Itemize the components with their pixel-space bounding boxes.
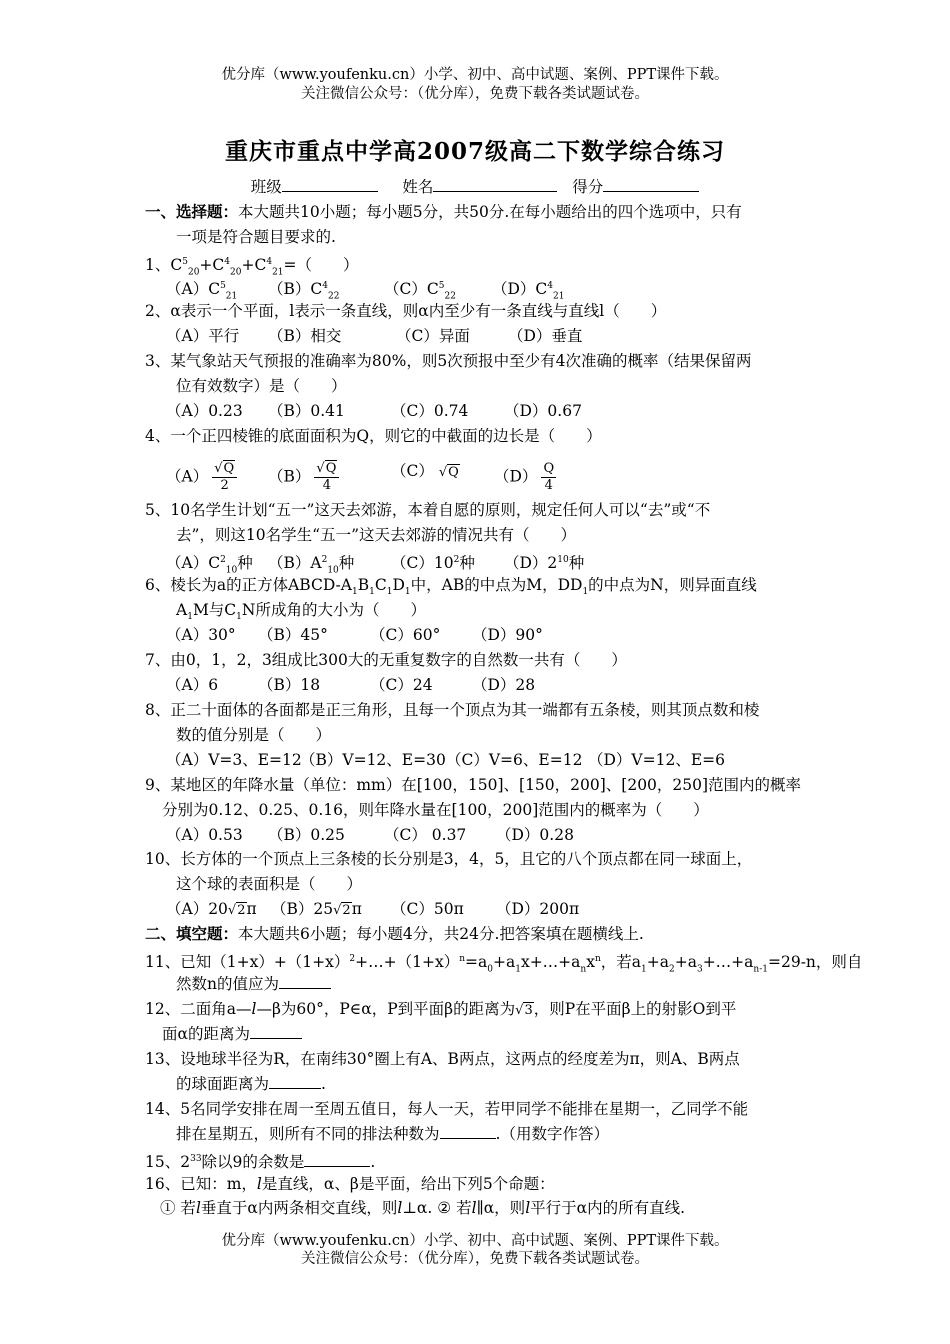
question-10: 10、长方体的一个顶点上三条棱的长分别是3，4，5，且它的八个顶点都在同一球面上， [145,850,753,868]
score-label: 得分 [572,178,604,196]
question-5: 5、10名学生计划“五一”这天去郊游，本着自愿的原则，规定任何人可以“去”或“不 [145,501,711,519]
name-label: 姓名 [402,178,434,196]
question-10-line-2: 这个球的表面积是（ ） [176,875,363,893]
question-11-line-2: 然数n的值应为 [176,974,331,994]
option-a: （A）V=3、E=12 [166,751,302,769]
question-13: 13、设地球半径为R，在南纬30°圈上有A、B两点，这两点的经度差为π，则A、B两点 [145,1050,740,1068]
option-a: （A）0.23 [166,402,243,420]
header-line-2: 关注微信公众号：（优分库），免费下载各类试题试卷。 [301,86,649,102]
option-c: （C） 0.37 [384,826,467,844]
question-3-line-2: 位有效数字）是（ ） [176,377,347,395]
section2-title: 二、填空题： [145,924,239,943]
option-b: （B）0.25 [268,826,345,844]
question-1: 1、$C^5_{20}+C^4_{20}+C^4_{21}=$（ ） [145,256,359,278]
option-b: （B） $\frac{√Q}{4}$ [268,461,343,494]
section2-heading [145,924,644,944]
option-b: （B）相交 [268,327,342,345]
footer-line-1: 优分库（www.youfenku.cn）小学、初中、高中试题、案例、PPT课件下载。 [221,1233,729,1249]
question-2: 2、α表示一个平面，l表示一条直线，则α内至少有一条直线与直线l（ ） [145,302,667,320]
section1-intro: 本大题共10小题；每小题5分，共50分.在每小题给出的四个选项中，只有 [238,203,742,221]
section1-intro-2: 一项是符合题目要求的. [176,228,336,246]
question-8-line-2: 数的值分别是（ ） [176,726,332,744]
header-line-1: 优分库（www.youfenku.cn）小学、初中、高中试题、案例、PPT课件下载。 [221,67,729,83]
score-blank [603,177,699,192]
question-14: 14、5名同学安排在周一至周五值日，每人一天，若甲同学不能排在星期一，乙同学不能 [145,1100,749,1118]
option-b: （B）V=12、E=30 [300,751,446,769]
footer-line-2: 关注微信公众号：（优分库），免费下载各类试题试卷。 [301,1251,649,1267]
question-5-line-2: 去”，则这10名学生“五一”这天去郊游的情况共有（ ） [176,526,576,544]
section2-intro: 本大题共6小题；每小题4分，共24分.把答案填在题横线上. [238,925,644,943]
option-a: （A）6 [166,676,219,694]
option-b: （B）45° [258,626,328,644]
question-9-line-2: 分别为0.12、0.25、0.16，则年降水量在[100，200]范围内的概率为（ ） [162,801,709,819]
student-info-row [0,175,950,197]
question-11: 11、已知$(1+x)+(1+x)^2+\dots+(1+x)^n=a_0+a_1x+\dots+a_nx^n$，若$a_1+a_2+a_3+\dots+a_{n-1}=29-n$，则自 [145,953,863,975]
question-6-line-2: $A_1M$与$C_1N$所成角的大小为（ ） [176,601,426,623]
question-15: 15、$2^{33}$除以9的余数是 . [145,1153,376,1172]
option-d: （D）0.67 [504,402,582,420]
section1-title: 一、选择题： [145,202,239,221]
question-12-line-2: 面α的距离为 [162,1024,302,1044]
option-c: （C）异面 [396,327,470,345]
question-8: 8、正二十面体的各面都是正三角形，且每一个顶点为其一端都有五条棱，则其顶点数和棱 [145,701,760,719]
class-blank [282,177,378,192]
question-14-line-2: 排在星期五，则所有不同的排法种数为 .（用数字作答） [176,1125,609,1143]
name-blank [433,177,557,192]
option-b: （B）18 [258,676,321,694]
option-a: （A）0.53 [166,826,243,844]
page-title: 重庆市重点中学高2007级高二下数学综合练习 [224,138,725,165]
question-16: 16、已知：m，l是直线，α、β是平面，给出下列5个命题： [145,1175,555,1193]
question-13-line-2: 的球面距离为 . [176,1075,326,1093]
option-a: （A） $\frac{√Q}{2}$ [166,461,241,494]
option-d: （D） $\frac{Q}{4}$ [494,461,555,493]
option-d: （D）28 [472,676,536,694]
question-3: 3、某气象站天气预报的准确率为80%，则5次预报中至少有4次准确的概率（结果保留两 [145,352,752,370]
question-12: 12、二面角a—l—β为60°，P∈α，P到平面β的距离为√3，则P在平面β上的射影O到平 [145,1000,737,1018]
section1-heading [145,202,742,222]
option-d: （D）90° [472,626,543,644]
option-c: （C）24 [370,676,433,694]
option-d: （D）V=12、E=6 [588,751,725,769]
option-c: （C）V=6、E=12 [446,751,583,769]
option-a: （A）平行 [166,327,240,345]
class-label: 班级 [250,178,282,196]
question-9: 9、某地区的年降水量（单位：mm）在[100，150]、[150，200]、[200，250]范围内的概率 [145,776,802,794]
option-d: （D）垂直 [508,327,583,345]
option-b: （B）0.41 [268,402,345,420]
question-6: 6、棱长为a的正方体ABCD-$A_1B_1C_1D_1$中，AB的中点为M，$DD_1$的中点为N，则异面直线 [145,576,757,598]
option-c: （C）0.74 [391,402,469,420]
option-c: （C） √Q [391,462,459,480]
option-d: （D）0.28 [496,826,574,844]
question-16-line-2: ① 若l垂直于α内两条相交直线，则l⊥α. ② 若l∥α，则l平行于α内的所有直线. [160,1199,686,1217]
option-c: （C）60° [370,626,441,644]
question-4: 4、一个正四棱锥的底面面积为Q，则它的中截面的边长是（ ） [145,427,602,445]
question-7: 7、由0，1，2，3组成比300大的无重复数字的自然数一共有（ ） [145,651,627,669]
option-a: （A）30° [166,626,236,644]
